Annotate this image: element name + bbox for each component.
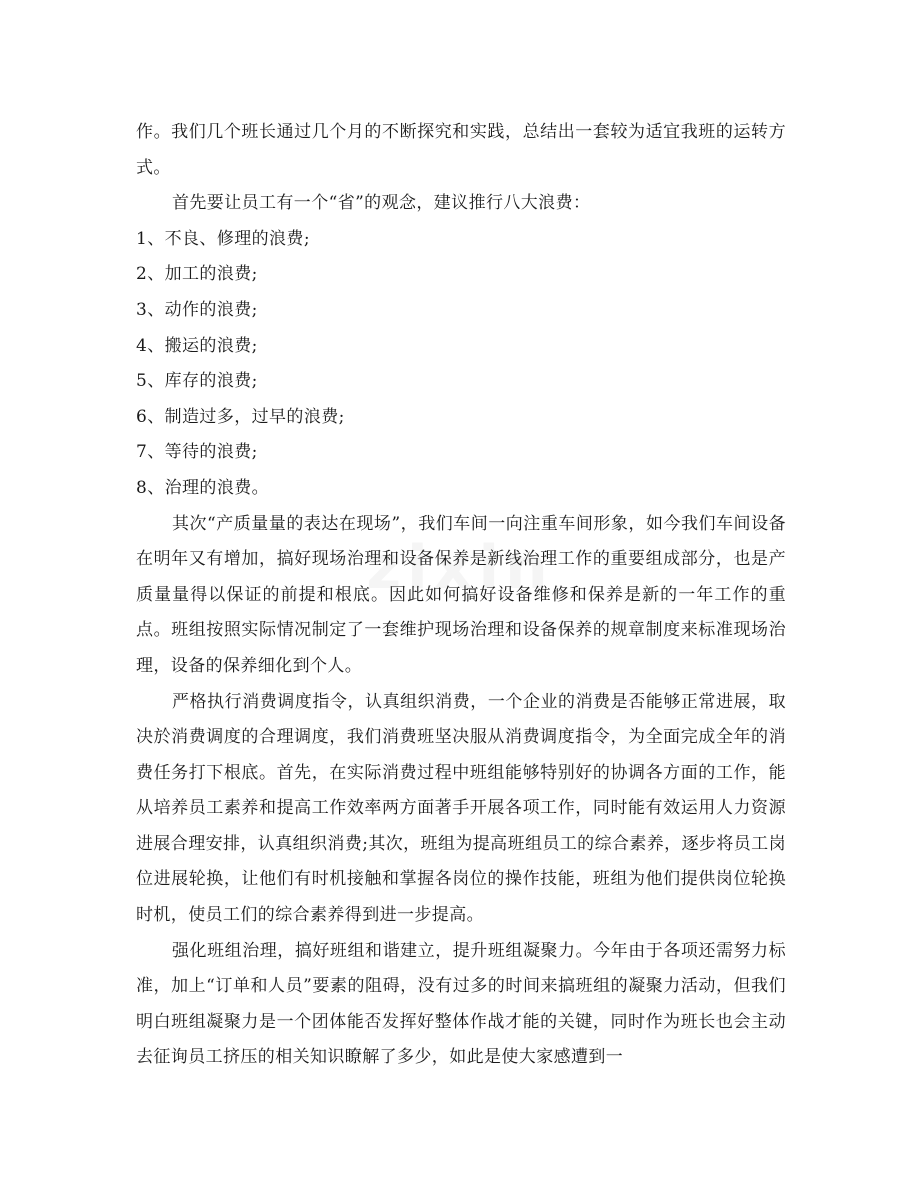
list-item: 7、等待的浪费; bbox=[136, 442, 258, 463]
paragraph-site-management: 其次“产质量量的表达在现场”，我们车间一向注重车间形象，如今我们车间设备在明年又有增加，搞好现场治理和设备保养是新线治理工作的重要组成部分，也是产质量量得以保证的前提和根底。因此如何搞好设备维修和保养是新的一年工作的重点。班组按照实际情况制定了一套维护现场治理和设备保养的规章制度来标准现场治理，设备的保养细化到个人。 bbox=[136, 513, 786, 676]
paragraph-production-dispatch: 严格执行消费调度指令，认真组织消费，一个企业的消费是否能够正常进展，取决於消费调度的合理调度，我们消费班坚决服从消费调度指令，为全面完成全年的消费任务打下根底。首先，在实际消费过程中班组能够特别好的协调各方面的工作，能从培养员工素养和提高工作效率两方面著手开展各项工作，同时能有效运用人力资源进展合理安排，认真组织消费;其次，班组为提高班组员工的综合素养，逐步将员工岗位进展轮换，让他们有时机接触和掌握各岗位的操作技能，班组为他们提供岗位轮换时机，使员工们的综合素养得到进一步提高。 bbox=[136, 691, 786, 926]
list-item: 6、制造过多，过早的浪费; bbox=[136, 406, 345, 427]
list-item: 8、治理的浪费。 bbox=[136, 477, 270, 498]
watermark: zixin bbox=[366, 533, 554, 603]
list-item: 5、库存的浪费; bbox=[136, 371, 258, 392]
paragraph-intro: 首先要让员工有一个“省”的观念，建议推行八大浪费： bbox=[172, 193, 591, 214]
list-item: 1、不良、修理的浪费; bbox=[136, 228, 310, 249]
paragraph-continuation: 作。我们几个班长通过几个月的不断探究和实践，总结出一套较为适宜我班的运转方式。 bbox=[136, 122, 786, 178]
document-body bbox=[136, 115, 786, 1076]
list-item: 4、搬运的浪费; bbox=[136, 335, 258, 356]
list-item: 2、加工的浪费; bbox=[136, 264, 258, 285]
paragraph-team-management: 强化班组治理，搞好班组和谐建立，提升班组凝聚力。今年由于各项还需努力标准，加上“订单和人员”要素的阻碍，没有过多的时间来搞班组的凝聚力活动，但我们明白班组凝聚力是一个团体能否发挥好整体作战才能的关键，同时作为班长也会主动去征询员工挤压的相关知识瞭解了多少，如此是使大家感遭到一 bbox=[136, 940, 786, 1068]
list-item: 3、动作的浪费; bbox=[136, 299, 258, 320]
